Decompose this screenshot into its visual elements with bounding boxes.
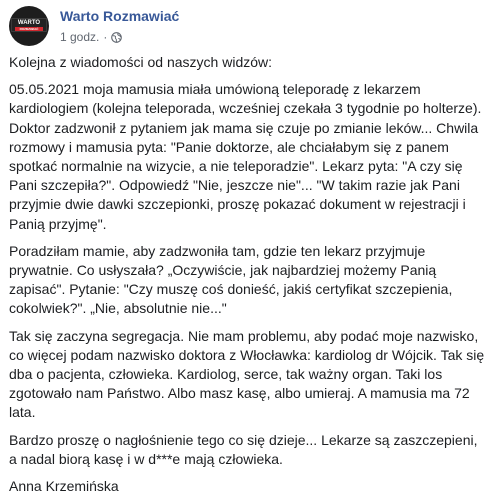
avatar-logo-text-top: WARTO — [17, 20, 41, 26]
globe-icon[interactable] — [111, 32, 122, 43]
avatar-logo-text-bottom: ROZMAWIAĆ — [15, 27, 43, 31]
page-avatar[interactable] — [9, 6, 49, 46]
post-timestamp[interactable]: 1 godz. — [60, 30, 100, 44]
avatar-logo — [11, 18, 47, 32]
page-name-link[interactable]: Warto Rozmawiać — [60, 8, 180, 24]
post-paragraph: Bardzo proszę o nagłośnienie tego co się dzieje... Lekarze są zaszczepieni, a nadal biorą kasę i w d***e mają człowieka. — [9, 431, 478, 467]
post-signature: Anna Krzemińska — [9, 478, 119, 495]
meta-separator: · — [103, 30, 108, 44]
post-body — [9, 53, 485, 504]
post-paragraph: Tak się zaczyna segregacja. Nie mam problemu, aby podać moje nazwisko, co więcej podam nazwisko doktora z Włocławka: kardiolog dr Wójcik. Tak się dba o pacjenta, człowieka. Kardiolog, serce, tak ważny organ. Taki los zgotowało nam Państwo. Albo masz kasę, albo umieraj. A mamusia ma 72 lata. — [9, 327, 485, 421]
post-paragraph: 05.05.2021 moja mamusia miała umówioną teleporadę z lekarzem kardiologiem (kolejna teleporada, wcześniej czekała 3 tygodnie po holterze). Doktor zadzwonił z pytaniem jak mama się czuje po zmianie leków... Chwila rozmowy i mamusia pyta: "Panie doktorze, ale chciałabym się z panem spotkać normalnie na wizycie, a nie teleporadzie". Lekarz pyta: "A czy się Pani szczepiła?". Odpowiedź "Nie, jeszcze nie"... "W takim razie jak Pani przyjmie dwie dawki szczepionki, proszę pokazać dokument w rejestracji i Panią przyjmę". — [9, 81, 482, 232]
post-paragraph: Kolejna z wiadomości od naszych widzów: — [9, 54, 273, 70]
post-paragraph: Poradziłam mamie, aby zadzwoniła tam, gdzie ten lekarz przyjmuje prywatnie. Co usłyszała? „Oczywiście, jak najbardziej możemy Panią zapisać". Pytanie: "Czy muszę coś donieść, jakiś certyfikat szczepienia, cokolwiek?". „Nie, absolutnie nie..." — [9, 242, 453, 317]
post-meta — [60, 30, 122, 44]
